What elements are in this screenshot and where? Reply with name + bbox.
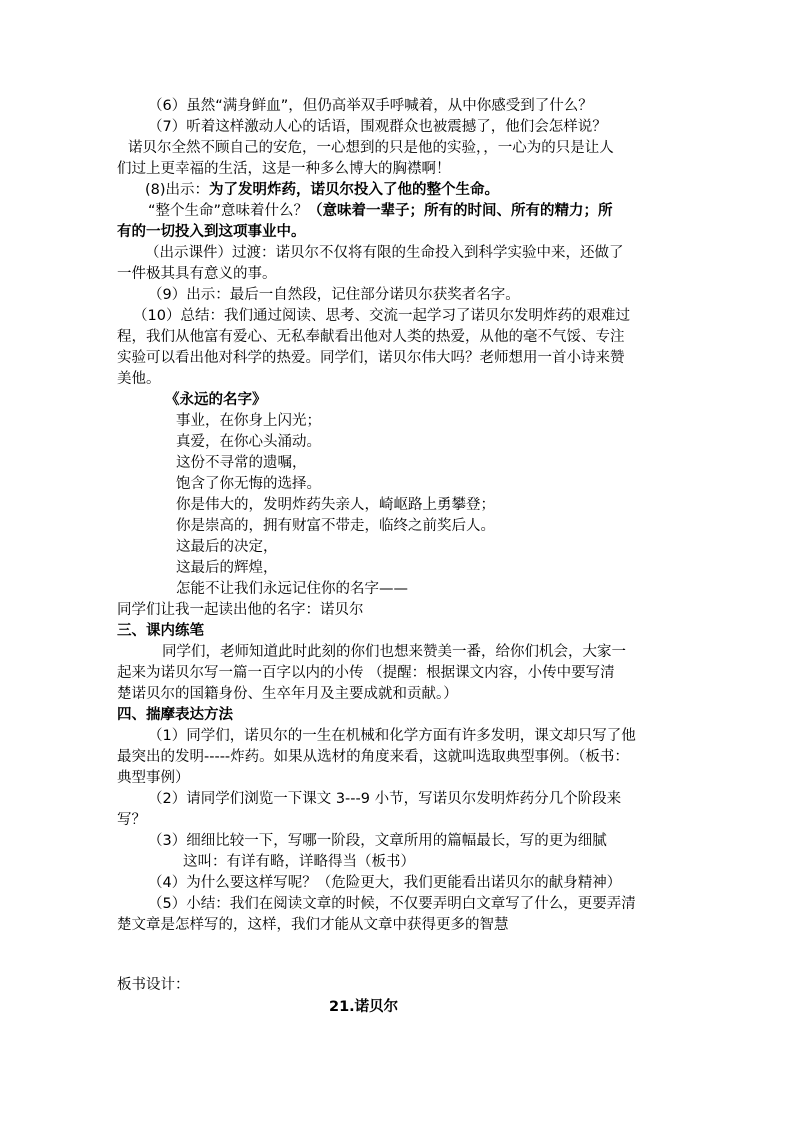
text-line: （4）为什么要这样写呢？（危险更大，我们更能看出诺贝尔的献身精神） xyxy=(148,875,622,891)
poem-line: 这最后的决定， xyxy=(176,539,278,555)
text-line: 楚诺贝尔的国籍身份、生卒年月及主要成就和贡献。） xyxy=(117,686,458,702)
text-line: 这叫：有详有略，详略得当（板书） xyxy=(183,854,415,870)
text-line xyxy=(148,201,794,221)
text-line: 楚文章是怎样写的，这样，我们才能从文章中获得更多的智慧 xyxy=(117,917,509,933)
text-line: 典型事例） xyxy=(117,770,190,786)
poem-title: 《永远的名字》 xyxy=(165,392,267,408)
poem-line: 你是伟大的，发明炸药失亲人，崎岖路上勇攀登； xyxy=(176,497,495,513)
poem-line: 怎能不让我们永远记住你的名字—— xyxy=(176,581,408,597)
poem-line: 这份不寻常的遗嘱， xyxy=(176,455,307,471)
text-line: 同学们让我一起读出他的名字：诺贝尔 xyxy=(117,602,364,618)
text-line: （1）同学们，诺贝尔的一生在机械和化学方面有许多发明，课文却只写了他 xyxy=(148,728,636,744)
text-line: （6）虽然“满身鲜血”，但仍高举双手呼喊着，从中你感受到了什么？ xyxy=(148,98,593,114)
text-line: 起来为诺贝尔写一篇一百字以内的小传 （提醒：根据课文内容，小传中要写清 xyxy=(117,665,615,681)
poem-line: 你是崇高的，拥有财富不带走，临终之前奖后人。 xyxy=(176,518,495,534)
poem-line: 真爱，在你心头涌动。 xyxy=(176,434,321,450)
text-line: 一件极其具有意义的事。 xyxy=(117,266,277,282)
poem-line: 事业，在你身上闪光； xyxy=(176,413,321,429)
text-line: 同学们，老师知道此时此刻的你们也想来赞美一番，给你们机会，大家一 xyxy=(162,644,626,660)
text-line: 诺贝尔全然不顾自己的安危，一心想到的只是他的实验，，一心为的只是让人 xyxy=(128,140,614,156)
text-line: 美他。 xyxy=(117,371,161,387)
text-line: （2）请同学们浏览一下课文 3---9 小节，写诺贝尔发明炸药分几个阶段来 xyxy=(148,791,622,807)
question-text: “整个生命”意味着什么？ xyxy=(148,203,309,219)
text-line: （出示课件）过渡：诺贝尔不仅将有限的生命投入到科学实验中来，还做了 xyxy=(145,245,624,261)
section-heading: 四、揣摩表达方法 xyxy=(117,707,233,723)
text-line: 们过上更幸福的生活，这是一种多么博大的胸襟啊！ xyxy=(117,161,451,177)
answer-text: （意味着一辈子；所有的时间、所有的精力；所 xyxy=(308,203,613,219)
text-line: 写？ xyxy=(117,812,146,828)
text-line: （3）细细比较一下，写哪一阶段，文章所用的篇幅最长，写的更为细腻 xyxy=(148,833,607,849)
board-title: 21.诺贝尔 xyxy=(329,999,399,1015)
poem-line: 这最后的辉煌， xyxy=(176,560,278,576)
text-line xyxy=(145,180,794,200)
text-line: （5）小结：我们在阅读文章的时候，不仅要弄明白文章写了什么，更要弄清 xyxy=(148,896,636,912)
text-line: （7）听着这样激动人心的话语，围观群众也被震撼了，他们会怎样说？ xyxy=(148,119,607,135)
board-design-label: 板书设计： xyxy=(117,977,190,993)
text-line: 最突出的发明-----炸药。如果从选材的角度来看，这就叫选取典型事例。（板书： xyxy=(117,749,629,765)
poem-line: 饱含了你无悔的选择。 xyxy=(176,476,321,492)
prompt-label: (8)出示： xyxy=(145,182,210,198)
answer-text: 有的一切投入到这项事业中。 xyxy=(117,224,306,240)
text-line: 程，我们从他富有爱心、无私奉献看出他对人类的热爱，从他的毫不气馁、专注 xyxy=(117,329,625,345)
section-heading: 三、课内练笔 xyxy=(117,623,204,639)
emphasis-text: 为了发明炸药，诺贝尔投入了他的整个生命。 xyxy=(209,182,500,198)
text-line: 实验可以看出他对科学的热爱。同学们，诺贝尔伟大吗？老师想用一首小诗来赞 xyxy=(117,350,625,366)
text-line: （9）出示：最后一自然段，记住部分诺贝尔获奖者名字。 xyxy=(148,287,520,303)
text-line: （10）总结：我们通过阅读、思考、交流一起学习了诺贝尔发明炸药的艰难过 xyxy=(133,308,630,324)
